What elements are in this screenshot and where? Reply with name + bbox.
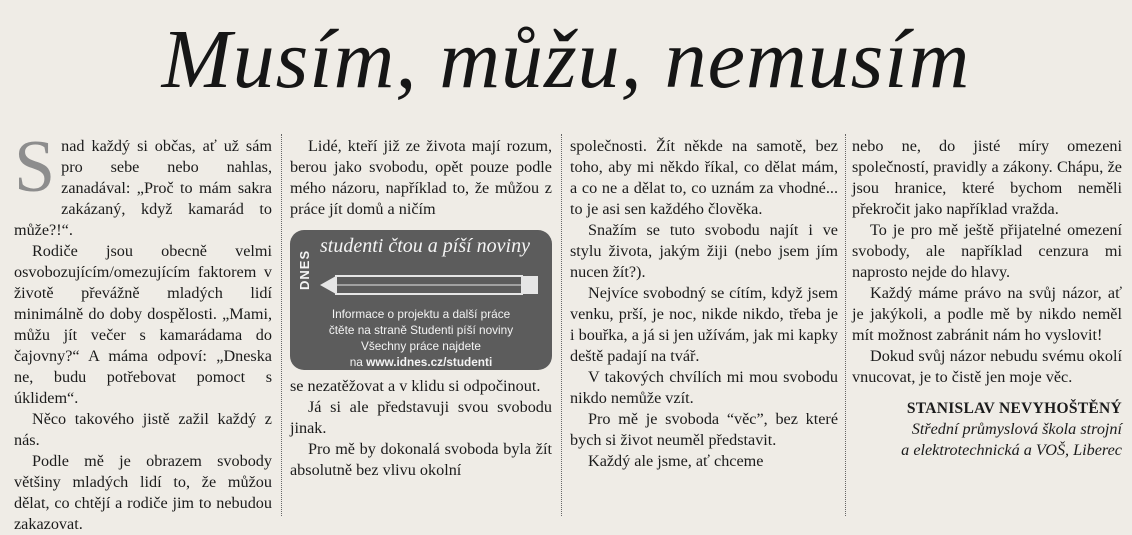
paragraph: Dokud svůj názor nebudu svému okolí vnucovat, je to čistě jen moje věc.	[852, 347, 1122, 386]
article-column-3	[570, 136, 838, 516]
paragraph: Pro mě by dokonalá svoboda byla žít absolutně bez vlivu okolní	[290, 440, 552, 479]
article-column-4	[852, 136, 1122, 516]
paragraph: Pro mě je svoboda “věc”, bez které bych si život neuměl představit.	[570, 410, 838, 449]
paragraph: Rodiče jsou obecně velmi osvobozujícím/omezujícím faktorem v životě převážně mladých lidí minimálně do doby dospělosti. „Mami, můžu jít večer s kamarádama do čajovny?“ A máma odpoví: „Dneska ne, budu potřebovat pomoct s úklidem“.	[14, 242, 272, 407]
promo-box	[290, 230, 552, 370]
author-signature	[852, 398, 1122, 461]
brand-logo: DNES	[297, 249, 312, 291]
paragraph: V takových chvílích mi mou svobodu nikdo nemůže vzít.	[570, 368, 838, 407]
promo-slogan: studenti čtou a píší noviny	[320, 235, 530, 257]
article-column-1	[14, 126, 272, 533]
pencil-icon	[318, 272, 544, 298]
paragraph: společnosti. Žít někde na samotě, bez toho, aby mi někdo říkal, co dělat mám, a co ne a dělat to, co uznám za vhodné... to je asi sen každého člověka.	[570, 137, 838, 218]
column-divider	[281, 134, 282, 516]
article-column-2	[290, 136, 552, 516]
paragraph: Každý máme právo na svůj názor, ať je jakýkoli, a podle mě by nikdo neměl mít možnost zabránit nám ho vyslovit!	[852, 284, 1122, 344]
author-school: Střední průmyslová škola strojní	[911, 420, 1122, 438]
author-name: STANISLAV NEVYHOŠTĚNÝ	[906, 400, 1122, 417]
paragraph: Snažím se tuto svobodu najít i ve stylu života, jakým žiji (nebo jsem jím nucen žít?).	[570, 221, 838, 281]
promo-link[interactable]: www.idnes.cz/studenti	[366, 355, 493, 369]
author-school: a elektrotechnická a VOŠ, Liberec	[901, 441, 1122, 459]
paragraph: se nezatěžovat a v klidu si odpočinout.	[290, 377, 541, 395]
paragraph: Nejvíce svobodný se cítím, když jsem venku, prší, je noc, nikde nikdo, třeba je i bouřka, a já si jen užívám, jak mi kapky deště padají na tvář.	[570, 284, 838, 365]
promo-info: Informace o projektu a další práce čtěte na straně Studenti píší noviny Všechny práce najdete na www.idnes.cz/studenti	[328, 307, 514, 369]
paragraph: Podle mě je obrazem svobody většiny mladých lidí to, že můžou dělat, co chtějí a rodiče jim to nebudou zakazovat.	[14, 452, 272, 533]
paragraph: Každý ale jsme, ať chceme	[588, 452, 764, 470]
drop-cap: S	[14, 126, 56, 208]
paragraph: nebo ne, do jisté míry omezeni společností, pravidly a zákony. Chápu, že jsou hranice, které bychom neměli překročit jako například vražda.	[852, 137, 1122, 218]
paragraph: Lidé, kteří již ze života mají rozum, berou jako svobodu, opět pouze podle mého názoru, například to, že můžou z práce jít domů a ničím	[290, 137, 552, 218]
column-divider	[845, 134, 846, 516]
column-divider	[561, 134, 562, 516]
paragraph: Něco takového jistě zažil každý z nás.	[14, 410, 272, 449]
paragraph: Já si ale představuji svou svobodu jinak.	[290, 398, 552, 437]
paragraph: To je pro mě ještě přijatelné omezení svobody, ale například cenzura mi naprosto nejde do hlavy.	[852, 221, 1122, 281]
paragraph: Snad každý si občas, ať už sám pro sebe nebo nahlas, zanadával: „Proč to mám sakra zakázaný, když kamarád to může?!“.	[14, 126, 272, 239]
article-title: Musím, můžu, nemusím	[161, 13, 971, 106]
